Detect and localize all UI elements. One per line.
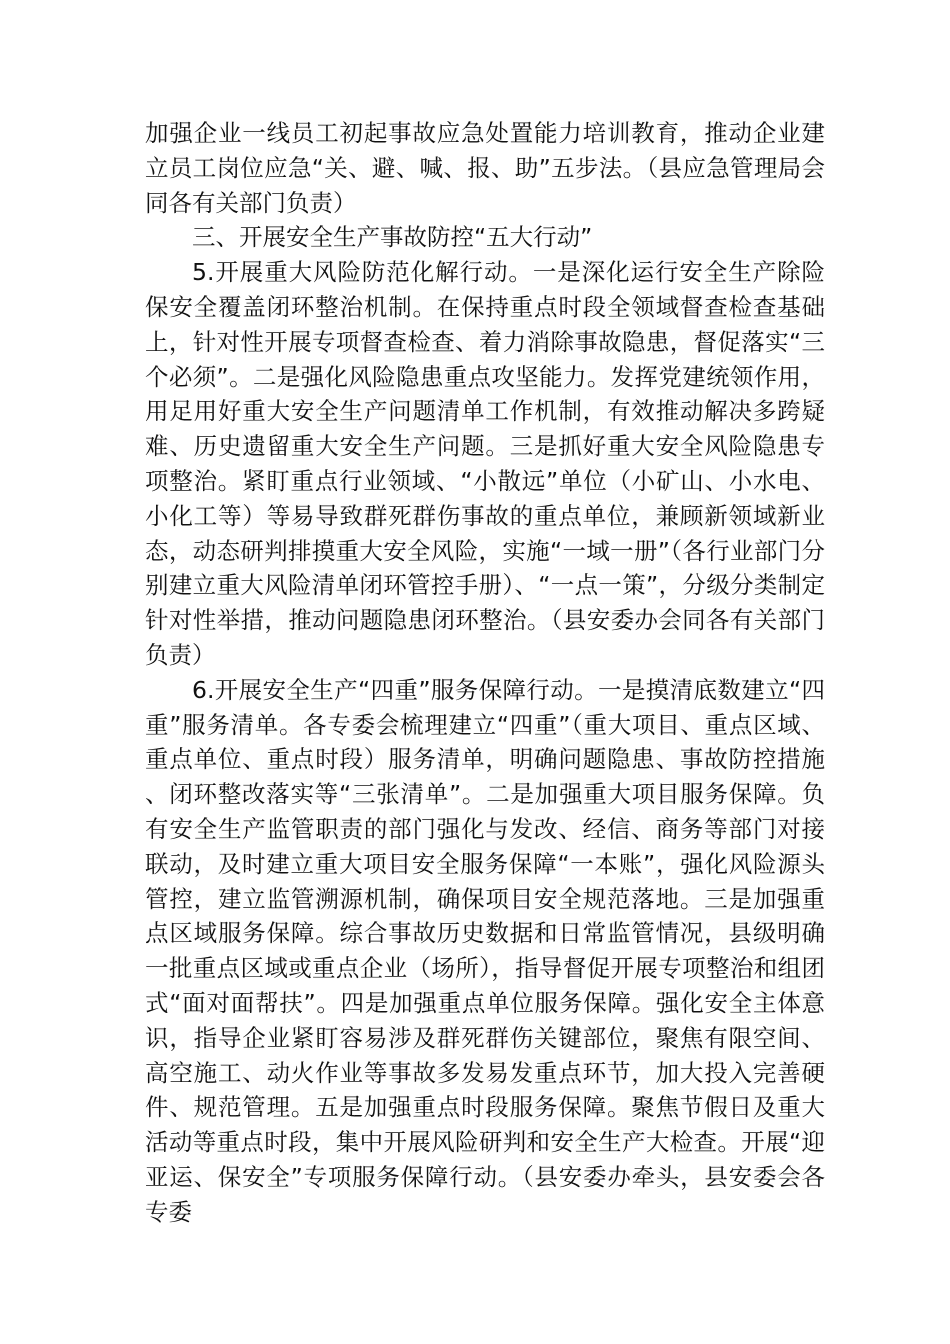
paragraph-four-key-service-action: 6.开展安全生产“四重”服务保障行动。一是摸清底数建立“四重”服务清单。各专委会梳理建立“四重”（重大项目、重点区域、重点单位、重点时段）服务清单，明确问题隐患、事故防控措施、闭环整改落实等“三张清单”。二是加强重大项目服务保障。负有安全生产监管职责的部门强化与发改、经信、商务等部门对接联动，及时建立重大项目安全服务保障“一本账”，强化风险源头管控，建立监管溯源机制，确保项目安全规范落地。三是加强重点区域服务保障。综合事故历史数据和日常监管情况，县级明确一批重点区域或重点企业（场所），指导督促开展专项整治和组团式“面对面帮扶”。四是加强重点单位服务保障。强化安全主体意识，指导企业紧盯容易涉及群死群伤关键部位，聚焦有限空间、高空施工、动火作业等事故多发易发重点环节，加大投入完善硬件、规范管理。五是加强重点时段服务保障。聚焦节假日及重大活动等重点时段，集中开展风险研判和安全生产大检查。开展“迎亚运、保安全”专项服务保障行动。（县安委办牵头，县安委会各专委 [145,675,825,1226]
paragraph-emergency-training: 加强企业一线员工初起事故应急处置能力培训教育，推动企业建立员工岗位应急“关、避、喊、报、助”五步法。（县应急管理局会同各有关部门负责） [145,119,825,217]
paragraph-major-risk-action: 5.开展重大风险防范化解行动。一是深化运行安全生产除险保安全覆盖闭环整治机制。在保持重点时段全领域督查检查基础上，针对性开展专项督查检查、着力消除事故隐患，督促落实“三个必须”。二是强化风险隐患重点攻坚能力。发挥党建统领作用，用足用好重大安全生产问题清单工作机制，有效推动解决多跨疑难、历史遗留重大安全生产问题。三是抓好重大安全风险隐患专项整治。紧盯重点行业领域、“小散远”单位（小矿山、小水电、小化工等）等易导致群死群伤事故的重点单位，兼顾新领域新业态，动态研判排摸重大安全风险，实施“一域一册”（各行业部门分别建立重大风险清单闭环管控手册）、“一点一策”，分级分类制定针对性举措，推动问题隐患闭环整治。（县安委办会同各有关部门负责） [145,258,825,669]
section-heading-five-actions: 三、开展安全生产事故防控“五大行动” [192,223,593,252]
document-body [145,116,825,1230]
